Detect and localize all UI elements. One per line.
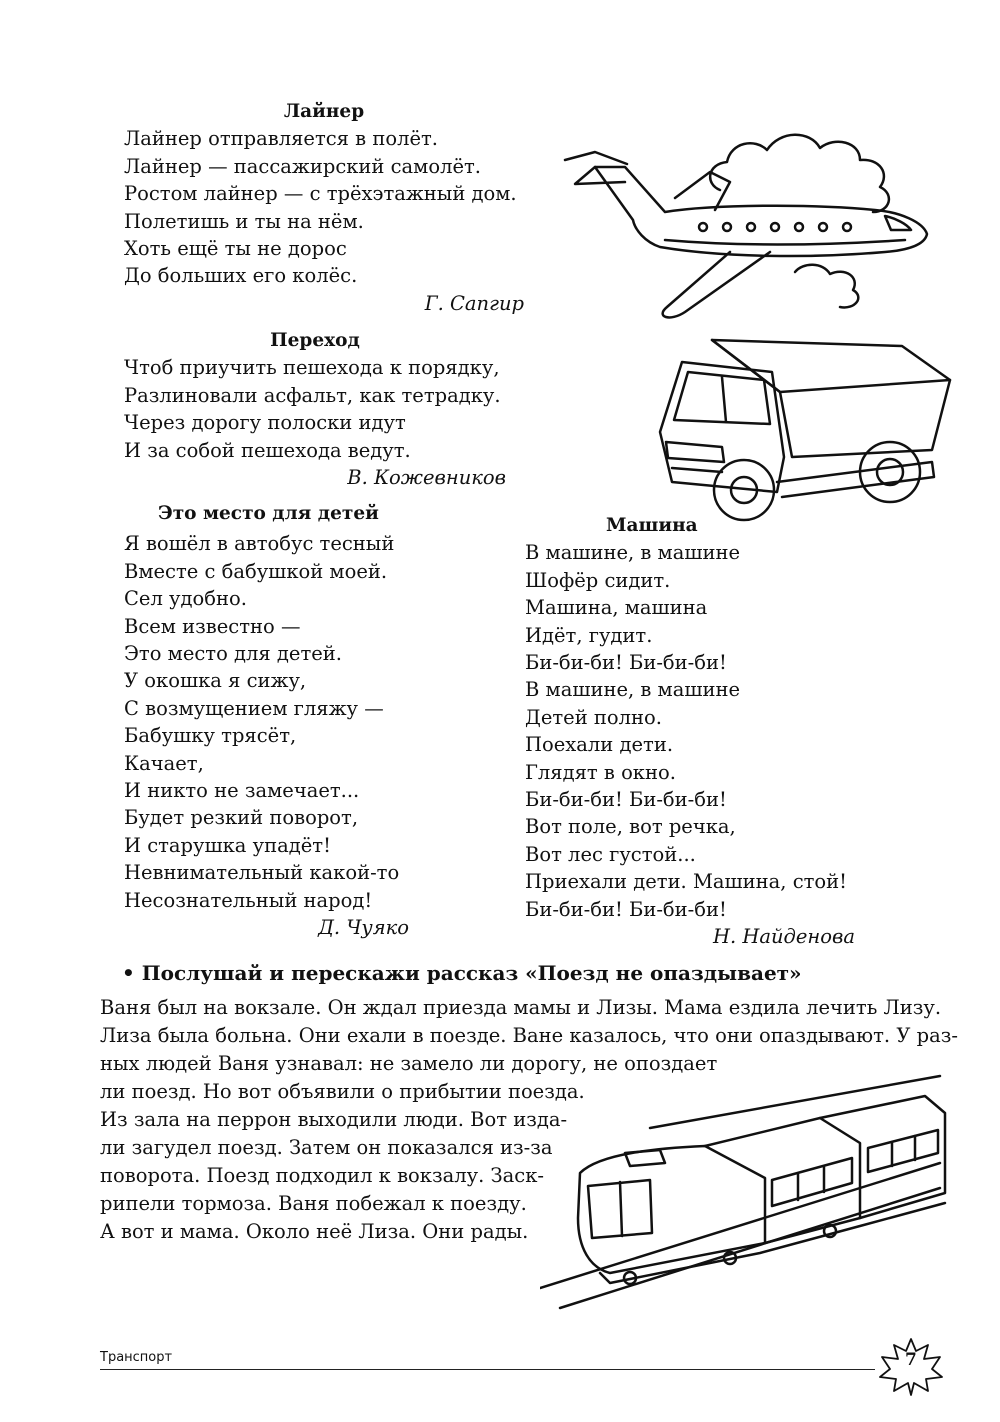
story-line: ли загудел поезд. Затем он показался из-за: [100, 1136, 553, 1159]
story-line: рипели тормоза. Ваня побежал к поезду.: [100, 1192, 527, 1215]
poem-line: Это место для детей.: [124, 642, 342, 666]
poem-line: Вот поле, вот речка,: [525, 815, 736, 839]
page-number: 7: [905, 1350, 917, 1370]
poem-line: Детей полно.: [525, 705, 662, 729]
airplane-illustration: [555, 112, 955, 332]
poem-line: Несознательный народ!: [124, 888, 373, 912]
story-line: Ваня был на вокзале. Он ждал приезда мамы и Лизы. Мама ездила лечить Лизу.: [100, 996, 942, 1019]
poem-liner: [124, 98, 524, 317]
poem-line: Ростом лайнер — с трёхэтажный дом.: [124, 182, 517, 206]
poem-author: Н. Найденова: [712, 925, 855, 949]
story-line: Лиза была больна. Они ехали в поезде. Ване казалось, что они опаздывают. У раз-: [100, 1024, 958, 1047]
poem-line: Шофёр сидит.: [525, 568, 671, 592]
window-row: [699, 223, 851, 231]
poem-line: Би-би-би! Би-би-би!: [525, 897, 727, 921]
poem-author: Д. Чуяко: [318, 916, 409, 940]
poem-line: Идёт, гудит.: [525, 623, 653, 647]
story-line: А вот и мама. Около неё Лиза. Они рады.: [100, 1220, 529, 1243]
poem-line: Би-би-би! Би-би-би!: [525, 788, 727, 812]
poem-line: Вот лес густой...: [525, 842, 696, 866]
story-line: Из зала на перрон выходили люди. Вот изда-: [100, 1108, 568, 1131]
poem-line: Чтоб приучить пешехода к порядку,: [124, 356, 500, 380]
poem-car: [525, 512, 855, 951]
poem-line: Разлиновали асфальт, как тетрадку.: [124, 383, 501, 407]
poem-line: Полетишь и ты на нём.: [124, 209, 364, 233]
poem-line: Качает,: [124, 751, 204, 775]
story-line: ли поезд. Но вот объявили о прибытии поезда.: [100, 1080, 585, 1103]
poem-line: Невнимательный какой-то: [124, 861, 400, 885]
poem-line: Через дорогу полоски идут: [124, 411, 406, 435]
poem-line: Приехали дети. Машина, стой!: [525, 870, 847, 894]
train-illustration: [540, 1068, 950, 1318]
truck-illustration: [652, 332, 957, 527]
poem-line: Глядят в окно.: [525, 760, 676, 784]
poem-crossing: [124, 327, 506, 491]
poem-line: Поехали дети.: [525, 733, 674, 757]
poem-line: Сел удобно.: [124, 587, 247, 611]
poem-line: До больших его колёс.: [124, 264, 358, 288]
poem-line: И старушка упадёт!: [124, 833, 331, 857]
poem-line: Лайнер — пассажирский самолёт.: [124, 154, 481, 178]
poem-line: Би-би-би! Би-би-би!: [525, 651, 727, 675]
poem-line: И никто не замечает...: [124, 779, 360, 803]
poem-line: В машине, в машине: [525, 678, 741, 702]
story-line: ных людей Ваня узнавал: не замело ли дорогу, не опоздает: [100, 1052, 718, 1075]
poem-line: Будет резкий поворот,: [124, 806, 359, 830]
poem-line: В машине, в машине: [525, 541, 741, 565]
poem-line: Машина, машина: [525, 596, 708, 620]
poem-author: Г. Сапгир: [424, 291, 524, 315]
poem-line: Лайнер отправляется в полёт.: [124, 127, 438, 151]
poem-line: У окошка я сижу,: [124, 669, 307, 693]
poem-line: Я вошёл в автобус тесный: [124, 532, 395, 556]
task-heading: • Послушай и перескажи рассказ «Поезд не опаздывает»: [122, 961, 802, 985]
poem-line: Вместе с бабушкой моей.: [124, 559, 388, 583]
footer-divider: [100, 1369, 875, 1370]
poem-title: Переход: [270, 330, 360, 351]
story-line: поворота. Поезд подходил к вокзалу. Заск-: [100, 1164, 544, 1187]
poem-line: И за собой пешехода ведут.: [124, 438, 411, 462]
poem-title: Лайнер: [283, 101, 365, 122]
poem-author: В. Кожевников: [347, 466, 506, 490]
poem-line: Бабушку трясёт,: [124, 724, 297, 748]
poem-line: Хоть ещё ты не дорос: [124, 237, 347, 261]
footer-section: Транспорт: [100, 1350, 173, 1365]
poem-line: Всем известно —: [124, 614, 301, 638]
poem-title: Это место для детей: [158, 503, 379, 524]
poem-line: С возмущением гляжу —: [124, 696, 384, 720]
poem-children-seat: [124, 500, 409, 942]
poem-title: Машина: [606, 515, 698, 536]
